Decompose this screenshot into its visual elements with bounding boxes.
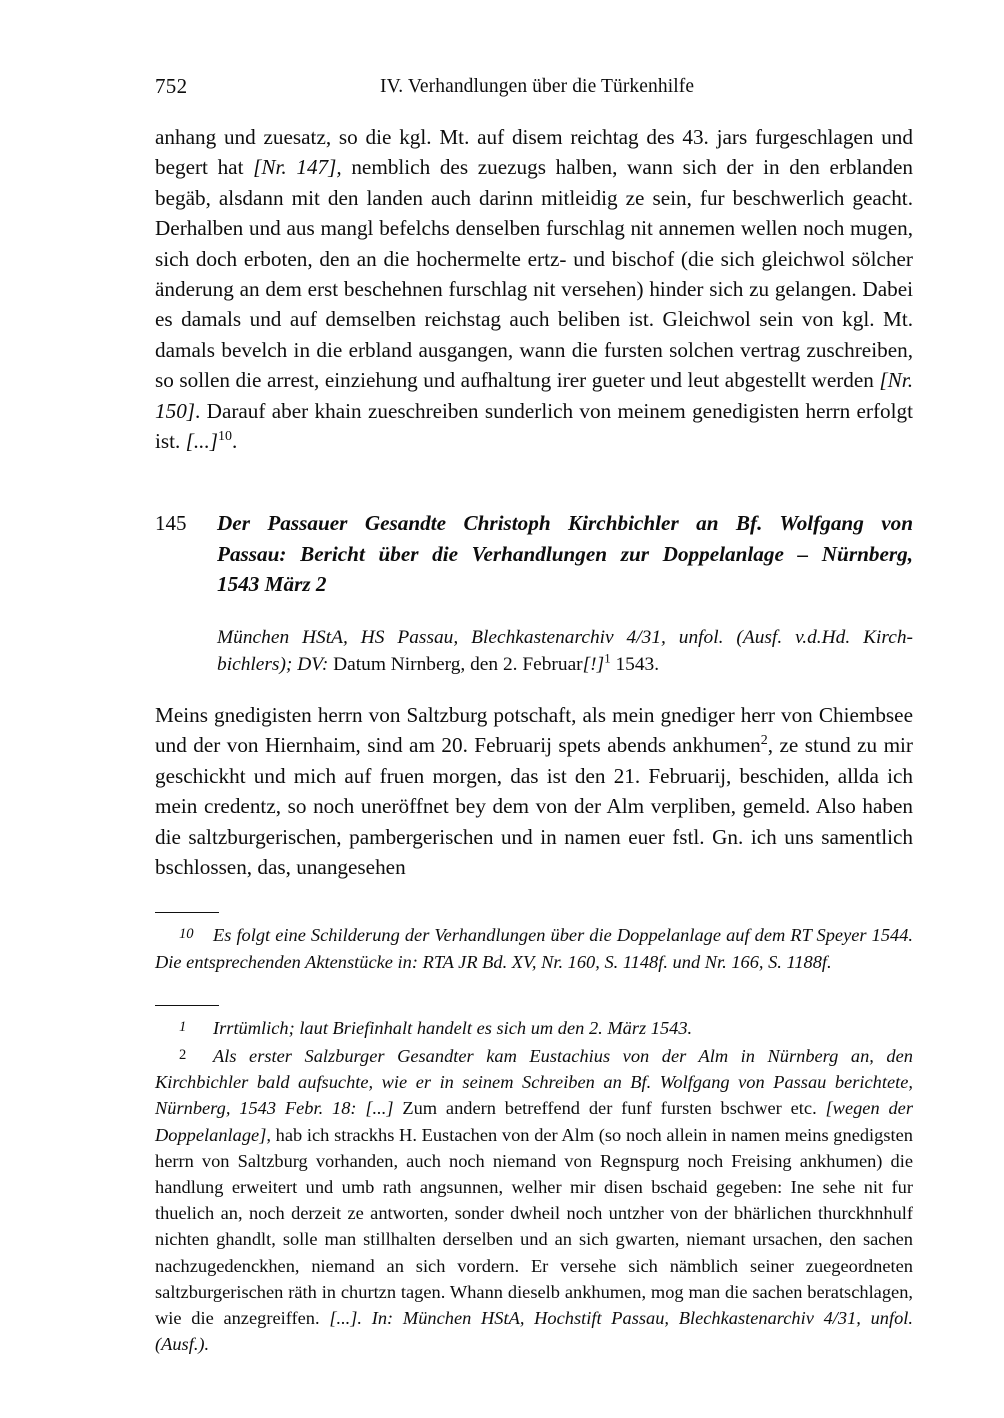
- footnote-separator-rule: [155, 912, 219, 913]
- cross-reference-150: [Nr. 150]: [155, 368, 913, 423]
- footnote-1-marker: 1: [179, 1018, 187, 1035]
- page-content: [155, 0, 913, 1357]
- footnote-2: [155, 1042, 913, 1357]
- source-reference: [155, 624, 913, 679]
- source-reference-dv-value: Datum Nirnberg, den 2. Februar: [328, 654, 583, 676]
- heading-line-2: Passau: Bericht über die Verhandlungen zur Doppelanlage – Nürnberg,: [217, 541, 913, 566]
- document-heading-145: [155, 508, 913, 600]
- footnote-2-segment-2: Zum andern betreffend der funf fursten bschwer etc.: [393, 1098, 826, 1119]
- source-reference-sic: [!]: [582, 654, 605, 676]
- body-text-segment: nemblich des zuezugs halben, wann sich der in den erblanden begäb, alsdann mit den landen auch darinn mitleidig ze sein, fur beschwerlich geacht. Derhalben und aus mangl befelchs denselben furschlag nit annemen wellen noch mugen, sich doch erboten, den an die hochermelte ertz- und bischof (die sich gleichwol sölcher änderung an dem erst beschehnen furschlag nit versehen) hinder sich zu gelangen. Dabei es damals und auf demselben reichstag auch beliben ist. Gleichwol sein von kgl. Mt. damals bevelch in die erbland ausgangen, wann die fursten solchen vertrag zuschreiben, so sollen die arrest, einziehung und aufhaltung irer gueter und leut abgestellt werden: [155, 155, 913, 393]
- footnote-marker-10: 10: [218, 429, 232, 444]
- document-number: 145: [155, 511, 187, 536]
- footnote-2-segment-5: [...]. In: München HStA, Hochstift Passau, Blechkastenarchiv 4/31, unfol. (Ausf.).: [155, 1308, 913, 1355]
- footnote-block-upper: [155, 912, 913, 974]
- body-paragraph-continued: [155, 122, 913, 456]
- body-text-segment: anhang und zuesatz, so die kgl. Mt. auf disem reichtag des 43. jars furgeschlagen und begert hat: [155, 125, 913, 180]
- footnote-2-segment-1: Als erster Salzburger Gesandter kam Eustachius von der Alm in Nürnberg an, den Kirchbichler bald aufsuchte, wie er in seinem Schreiben an Bf. Wolfgang von Passau berichtete, Nürnberg, 1543 Febr. 18: [...]: [155, 1046, 913, 1119]
- source-reference-line-2a: bichlers); DV:: [217, 654, 329, 676]
- footnote-2-marker: 2: [179, 1047, 187, 1064]
- footnote-2-segment-4: hab ich strackhs H. Eustachen von der Alm (so noch allein in namen meins gnedigsten herrn von Saltzburg vorhanden, auch noch niemand von Regnspurg noch Freising ankhumen) die handlung erweitert und umb rath angsunnen, welher mir disen bschaid gegeben: Ine sehe nit fur thuelich an, noch derzeit ze antworten, sonder dwheil noch untzher von der bhärlichen thurckhnhulf nichten ghandlt, solle man stillhalten derselben und an sich gwarten, niemant ursachen, den sachen nachzugedenckhen, niemand an sich vordern. Er versehe sich nämblich seiner zuegeordneten saltzburgerischen räth in churtzn tagen. Whann dieselb ankhumen, mog man die sachen beratschlagen, wie die anzegreiffen.: [155, 1124, 913, 1329]
- body-text-segment: Meins gnedigisten herrn von Saltzburg potschaft, als mein gnediger herr von Chiembsee und der von Hiernhaim, sind am 20. Februarij spets abends ankhumen: [155, 702, 913, 758]
- document-body-text: [155, 700, 913, 882]
- body-text-segment: , ze stund zu mir geschickht und mich auf fruen morgen, das ist den 21. Februarij, beschiden, allda ich mein credentz, so noch uneröffnet bey dem von der Alm verpliben, gemeld. Also haben die saltzburgerischen, pambergerischen und in namen euer fstl. Gn. ich uns samentlich bschlossen, das, unangesehen: [155, 733, 913, 879]
- running-head-title: IV. Verhandlungen über die Türkenhilfe: [380, 76, 695, 97]
- footnote-1-text: Irrtümlich; laut Briefinhalt handelt es sich um den 2. März 1543.: [213, 1017, 693, 1038]
- running-head: [155, 72, 913, 112]
- heading-line-1: Der Passauer Gesandte Christoph Kirchbichler an Bf. Wolfgang von: [217, 511, 913, 536]
- heading-line-3: 1543 März 2: [217, 572, 327, 597]
- footnote-10: [155, 921, 913, 974]
- body-text-segment: . Darauf aber khain zueschreiben sunderlich von meinem genedigisten herrn erfolgt ist.: [155, 398, 913, 454]
- footnote-10-marker: 10: [179, 926, 194, 943]
- page-number: 752: [155, 74, 188, 98]
- footnote-block-lower: [155, 1005, 913, 1358]
- body-text-segment: .: [232, 429, 238, 454]
- footnote-marker-2: 2: [760, 733, 768, 749]
- footnote-marker-1: 1: [604, 652, 611, 666]
- footnote-separator-rule-2: [155, 1005, 219, 1006]
- cross-reference-147: [Nr. 147],: [253, 155, 342, 180]
- footnote-1: [155, 1014, 913, 1041]
- source-reference-line-1: München HStA, HS Passau, Blechkastenarchiv 4/31, unfol. (Ausf. v.d.Hd. Kirch-: [217, 626, 913, 648]
- source-reference-year: 1543.: [610, 654, 660, 676]
- footnote-10-text: Es folgt eine Schilderung der Verhandlungen über die Doppelanlage auf dem RT Speyer 1544. Die entsprechenden Aktenstücke in: RTA JR Bd. XV, Nr. 160, S. 1148f. und Nr. 166, S. 1188f.: [155, 925, 913, 972]
- footnote-2-segment-3: [wegen der Doppelanlage],: [155, 1098, 914, 1145]
- ellipsis-marker: [...]: [185, 429, 219, 454]
